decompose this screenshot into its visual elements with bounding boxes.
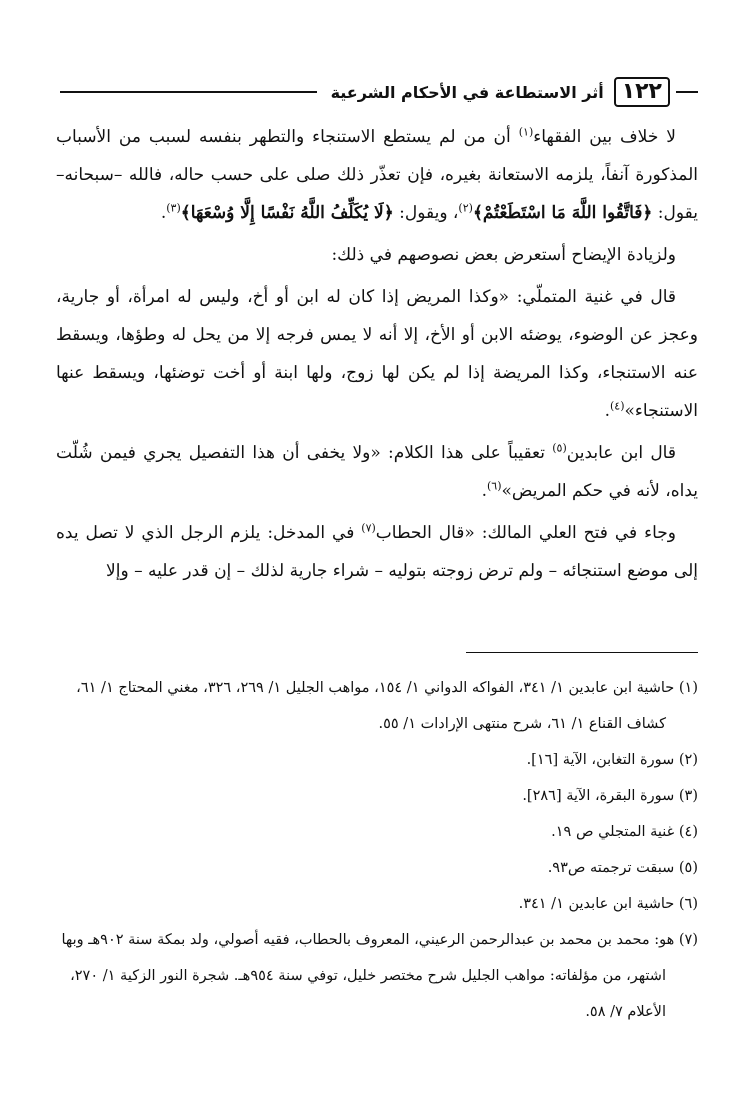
text-run: لا خلاف بين الفقهاء xyxy=(533,127,676,147)
footnote-ref-1: (١) xyxy=(518,125,534,139)
paragraph-1 xyxy=(56,118,698,232)
running-header xyxy=(60,74,698,110)
footnote-5: (٥) سبقت ترجمته ص٩٣. xyxy=(547,860,698,876)
page-number: ١٢٢ xyxy=(614,77,670,107)
footnote-7: (٧) هو: محمد بن محمد بن عبدالرحمن الرعيني، المعروف بالحطاب، فقيه أصولي، ولد بمكة سنة ٩٠٢هـ وبها اشتهر، من مؤلفاته: مواهب الجليل شرح مختصر خليل، توفي سنة ٩٥٤هـ. شجرة النور الزكية ١/ ٢٧٠، الأعلام ٧/ ٥٨. xyxy=(61,932,698,1020)
header-rule-right xyxy=(676,91,698,93)
footnote-1: (١) حاشية ابن عابدين ١/ ٣٤١، الفواكه الدواني ١/ ١٥٤، مواهب الجليل ١/ ٢٦٩، ٣٢٦، مغني المحتاج ١/ ٦١، كشاف القناع ١/ ٦١، شرح منتهى الإرادات ١/ ٥٥. xyxy=(76,680,698,732)
paragraph-3 xyxy=(56,278,698,430)
footnote-separator xyxy=(466,652,698,653)
main-text xyxy=(56,118,698,594)
footnote-ref-2: (٢) xyxy=(458,201,473,215)
footnote-6: (٦) حاشية ابن عابدين ١/ ٣٤١. xyxy=(518,896,698,912)
text-run: تعقيباً على هذا الكلام: «ولا يخفى أن هذا التفصيل يجري فيمن شُلّت يداه، لأنه في حكم المريض» xyxy=(56,443,698,501)
quran-verse-1: ﴿فَاتَّقُوا اللَّهَ مَا اسْتَطَعْتُمْ﴾ xyxy=(472,203,653,223)
header-rule-left xyxy=(60,91,317,93)
text-run: وجاء في فتح العلي المالك: «قال الحطاب xyxy=(375,523,676,543)
paragraph-5 xyxy=(56,514,698,590)
footnote-ref-7: (٧) xyxy=(361,521,376,535)
paragraph-2: ولزيادة الإيضاح أستعرض بعض نصوصهم في ذلك: xyxy=(331,245,676,265)
text-run: . xyxy=(604,401,610,421)
text-run: أن من لم يستطع الاستنجاء والتطهر بنفسه لسبب من الأسباب المذكورة آنفاً، يلزمه الاستعانة بغيره، فإن تعذّر ذلك صلى على حسب حاله، فالله –سبحانه– يقول: xyxy=(56,127,698,223)
footnote-ref-4: (٤) xyxy=(610,399,625,413)
text-run: قال ابن عابدين xyxy=(566,443,676,463)
footnote-3: (٣) سورة البقرة، الآية [٢٨٦]. xyxy=(522,788,698,804)
text-run: قال في غنية المتملّي: «وكذا المريض إذا كان له ابن أو أخ، وليس له امرأة، أو جارية، وعجز عن الوضوء، يوضئه الابن أو الأخ، إلا أنه لا يمس فرجه إلا من يحل له وطؤها، ويسقط عنه الاستنجاء، وكذا المريضة إذا لم يكن لها زوج، ولها ابنة أو أخت توضئها، ويسقط عنها الاستنجاء» xyxy=(56,287,698,421)
footnote-4: (٤) غنية المتجلي ص ١٩. xyxy=(551,824,698,840)
text-run: ، ويقول: xyxy=(393,203,459,223)
footnotes xyxy=(56,670,698,1030)
book-title: أثر الاستطاعة في الأحكام الشرعية xyxy=(330,82,604,102)
text-run: . xyxy=(481,481,487,501)
footnote-ref-5: (٥) xyxy=(552,441,567,455)
paragraph-4 xyxy=(56,434,698,510)
quran-verse-2: ﴿لَا يُكَلِّفُ اللَّهُ نَفْسًا إِلَّا وُسْعَهَا﴾ xyxy=(180,203,394,223)
footnote-2: (٢) سورة التغابن، الآية [١٦]. xyxy=(526,752,698,768)
footnote-ref-6: (٦) xyxy=(486,479,502,493)
text-run: في المدخل: يلزم الرجل الذي لا تصل يده إلى موضع استنجائه – ولم ترض زوجته بتوليه – شراء جارية لذلك – إن قدر عليه – وإلا xyxy=(56,523,698,581)
footnote-ref-3: (٣) xyxy=(166,201,181,215)
text-run: . xyxy=(160,203,167,223)
